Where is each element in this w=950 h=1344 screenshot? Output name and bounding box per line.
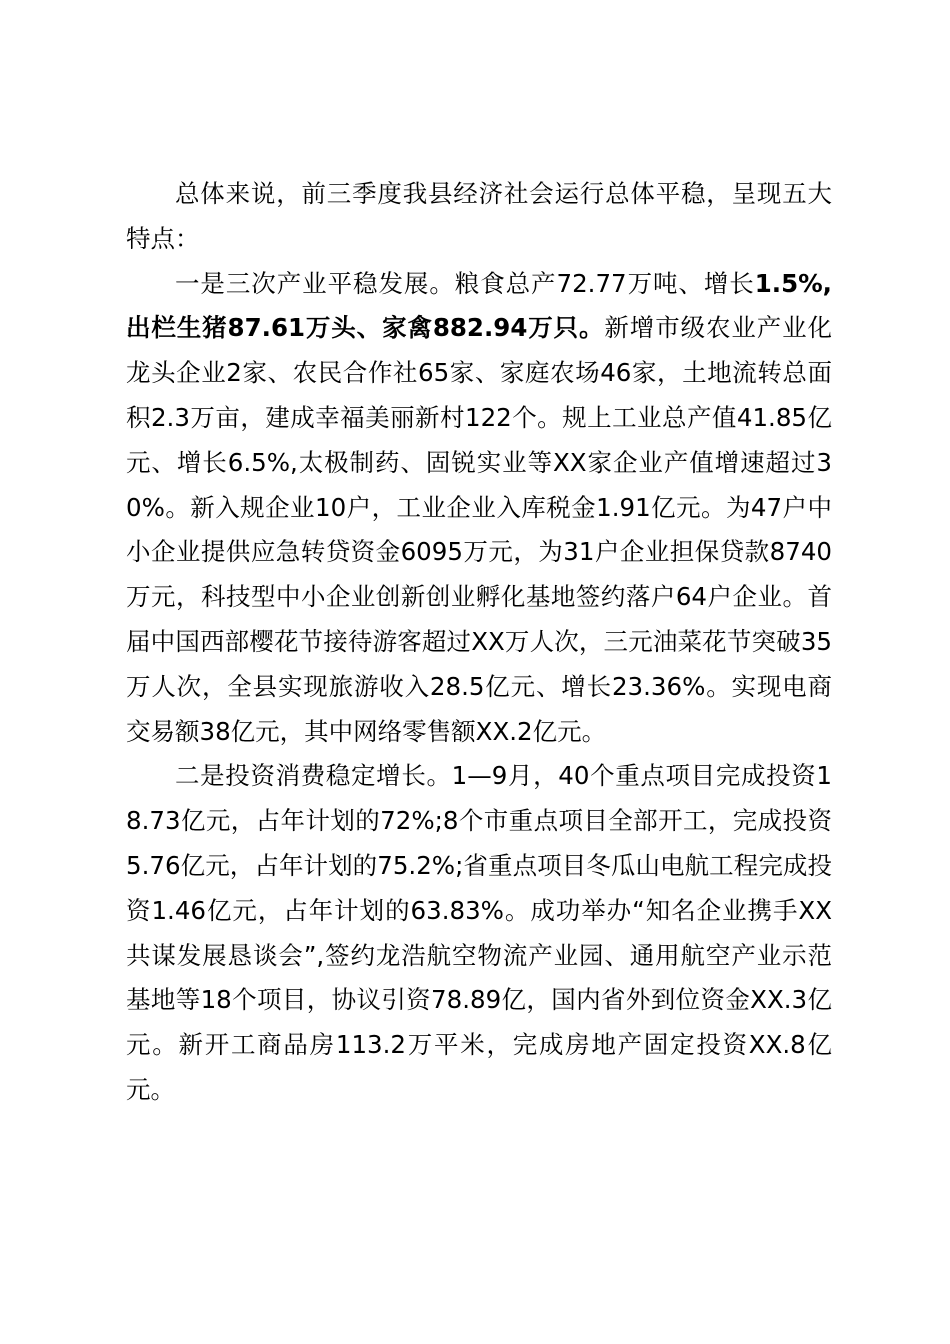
intro-paragraph: 总体来说，前三季度我县经济社会运行总体平稳，呈现五大特点： [126,179,832,253]
industry-paragraph [126,262,832,755]
industry-bold-text: 1.5%,出栏生猪87.61万头、家禽882.94万只。 [126,268,832,343]
industry-rest-text: 新增市级农业产业化龙头企业2家、农民合作社65家、家庭农场46家，土地流转总面积2.3万亩，建成幸福美丽新村122个。规上工业总产值41.85亿元、增长6.5%,太极制药、固锐实业等XX家企业产值增速超过30%。新入规企业10户，工业企业入库税金1.91亿元。为47户中小企业提供应急转贷资金6095万元，为31户企业担保贷款8740万元，科技型中小企业创新创业孵化基地签约落户64户企业。首届中国西部樱花节接待游客超过XX万人次，三元油菜花节突破35万人次，全县实现旅游收入28.5亿元、增长23.36%。实现电商交易额38亿元，其中网络零售额XX.2亿元。 [126,313,832,746]
investment-paragraph: 二是投资消费稳定增长。1—9月，40个重点项目完成投资18.73亿元，占年计划的72%;8个市重点项目全部开工，完成投资5.76亿元，占年计划的75.2%;省重点项目冬瓜山电航工程完成投资1.46亿元，占年计划的63.83%。成功举办“知名企业携手XX共谋发展恳谈会”,签约龙浩航空物流产业园、通用航空产业示范基地等18个项目，协议引资78.89亿，国内省外到位资金XX.3亿元。新开工商品房113.2万平米，完成房地产固定投资XX.8亿元。 [126,761,832,1104]
industry-lead-text: 一是三次产业平稳发展。粮食总产72.77万吨、增长 [175,268,755,298]
document-body [126,172,832,1113]
